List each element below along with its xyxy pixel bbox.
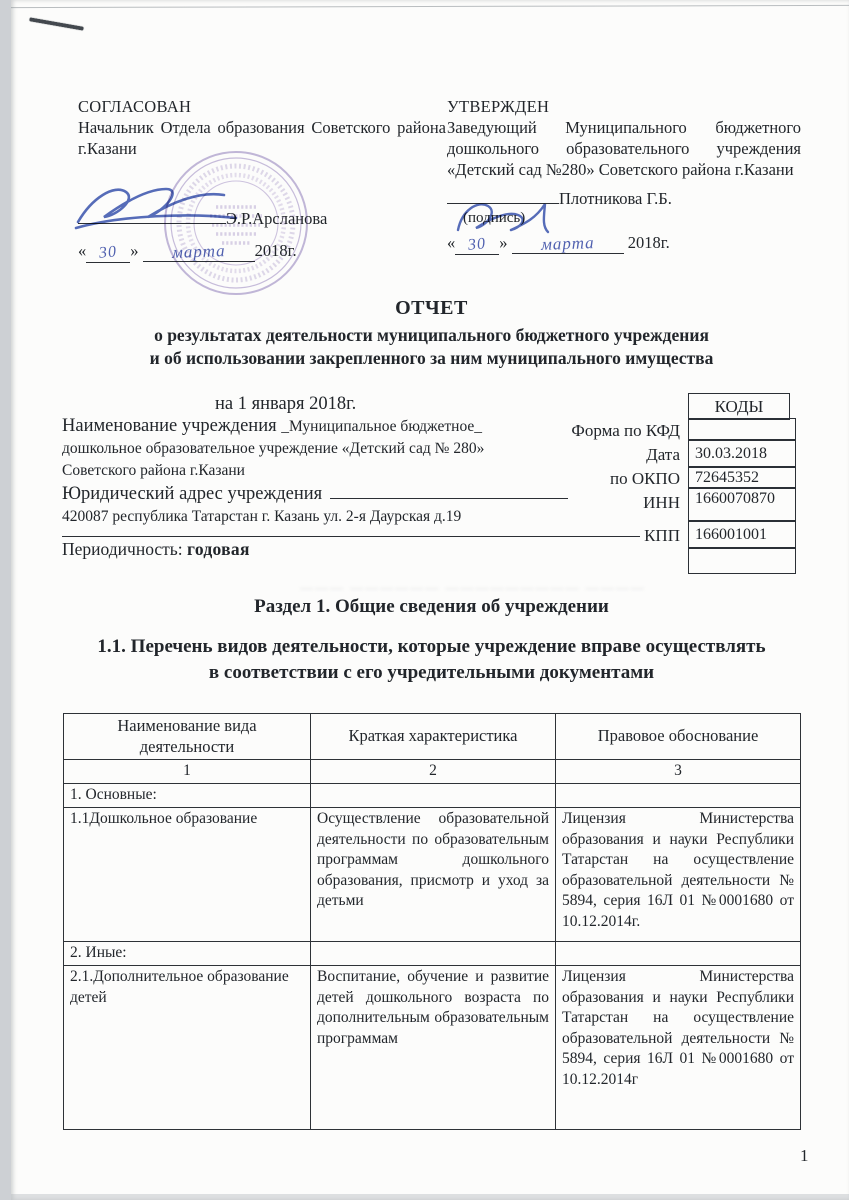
report-date: на 1 января 2018г. [215, 394, 357, 414]
col-number: 2 [311, 760, 556, 784]
table-row-group-other [64, 942, 801, 966]
open-quote: « [447, 233, 456, 252]
section-1-1-heading-line2: в соответствии с его учредительными документами [208, 662, 655, 683]
close-quote: » [130, 241, 139, 260]
codes-value: 72645352 [688, 466, 796, 489]
col-header-characteristic: Краткая характеристика [311, 714, 556, 760]
codes-table [520, 395, 796, 574]
table-header-row [64, 714, 801, 760]
codes-label: Дата [646, 444, 680, 464]
activity-name: 2.1.Дополнительное образование детей [64, 966, 311, 1130]
signature-caption: (подпись) [463, 210, 526, 226]
codes-value [688, 547, 796, 574]
approval-right-signer: Плотникова Г.Б. [559, 189, 672, 208]
approval-right-title: УТВЕРЖДЕН [447, 97, 550, 116]
year-text: 2018г. [627, 233, 670, 252]
group-label: 1. Основные: [64, 784, 311, 808]
codes-value: 30.03.2018 [688, 439, 796, 468]
approval-left-title: СОГЛАСОВАН [78, 97, 192, 116]
report-subtitle-1: о результатах деятельности муниципального бюджетного учреждения [154, 325, 709, 345]
empty-cell [311, 942, 556, 966]
activity-desc: Воспитание, обучение и развитие детей дошкольного возраста по дополнительным образовательным программам [311, 966, 556, 1130]
codes-row-okpo [520, 468, 796, 489]
empty-cell [311, 784, 556, 808]
group-label: 2. Иные: [64, 942, 311, 966]
name-value-1: _Муниципальное бюджетное_ [281, 418, 483, 435]
codes-row-kpp [520, 522, 796, 549]
section-1-heading: Раздел 1. Общие сведения об учреждении [254, 596, 609, 617]
codes-row-date [520, 441, 796, 468]
table-row-additional [64, 966, 801, 1130]
codes-label: КПП [644, 525, 680, 545]
periodicity-label: Периодичность: [62, 539, 183, 559]
day-line [86, 240, 130, 263]
official-stamp-icon [160, 147, 312, 299]
codes-label [520, 395, 688, 420]
address-label: Юридический адрес учреждения [62, 484, 323, 504]
year-text: 2018г. [254, 241, 297, 260]
activity-legal: Лицензия Министерства образования и науки Республики Татарстан на осуществление образовательной деятельности № 5894, серия 16Л 01 №0001680 от 10.12.2014г [556, 966, 801, 1130]
empty-cell [556, 784, 801, 808]
activity-desc: Осуществление образовательной деятельности по образовательным программам дошкольного образования, присмотр и уход за детьми [311, 808, 556, 942]
codes-label: ИНН [643, 493, 680, 512]
periodicity-value: годовая [187, 539, 250, 559]
col-number: 1 [64, 760, 311, 784]
approval-left-signer: Э.Р.Арсланова [226, 209, 328, 228]
handwritten-day: 30 [467, 235, 488, 254]
report-subtitle-2: и об использовании закрепленного за ним муниципального имущества [149, 348, 714, 368]
report-title-block [63, 297, 800, 369]
handwritten-day: 30 [98, 243, 119, 262]
activity-legal: Лицензия Министерства образования и науки Республики Татарстан на осуществление образовательной деятельности № 5894, серия 16Л 01 №0001680 от 10.12.2014г. [556, 808, 801, 942]
codes-row-header [520, 395, 796, 420]
activities-table [63, 713, 801, 1130]
codes-row-empty [520, 549, 796, 574]
name-value-3: Советского района г.Казани [62, 462, 245, 479]
report-title: ОТЧЕТ [395, 297, 468, 319]
scan-bleedthrough: ――― ―――――― ――――――――― ―――― [300, 580, 646, 592]
name-label: Наименование учреждения [62, 416, 277, 436]
col-header-legal: Правовое обоснование [556, 714, 801, 760]
handwritten-month: марта [540, 233, 595, 254]
close-quote: » [499, 233, 508, 252]
codes-label: по ОКПО [609, 468, 680, 488]
scan-edge-bottom [11, 1194, 849, 1200]
section-1-1-heading-line1: 1.1. Перечень видов деятельности, которые учреждение вправе осуществлять [97, 636, 766, 657]
handwritten-month: марта [171, 241, 226, 262]
address-value: 420087 республика Татарстан г. Казань ул. 2-я Даурская д.19 [62, 508, 462, 525]
col-header-activity: Наименование вида деятельности [64, 714, 311, 760]
signature-right-ink-icon [448, 196, 558, 244]
name-value-2: дошкольное образовательное учреждение «Детский сад № 280» [62, 440, 485, 457]
codes-row-inn [520, 489, 796, 522]
column-number-row [64, 760, 801, 784]
codes-header-cell: КОДЫ [688, 393, 790, 420]
codes-label: Форма по КФД [571, 420, 680, 440]
table-row-group-main [64, 784, 801, 808]
codes-value [688, 418, 796, 441]
activity-name: 1.1Дошкольное образование [64, 808, 311, 942]
codes-row-kfd [520, 420, 796, 441]
codes-value: 166001001 [688, 520, 796, 549]
page-number: 1 [800, 1146, 809, 1165]
codes-value: 1660070870 [688, 487, 796, 522]
col-number: 3 [556, 760, 801, 784]
open-quote: « [78, 241, 87, 260]
approval-right-body: Заведующий Муниципального бюджетного дошкольного образовательного учреждения «Детский сад №280» Советского района г.Казани [447, 118, 801, 179]
approval-left-body: Начальник Отдела образования Советского района г.Казани [78, 118, 446, 158]
codes-label [520, 549, 688, 574]
table-row-preschool [64, 808, 801, 942]
empty-cell [556, 942, 801, 966]
